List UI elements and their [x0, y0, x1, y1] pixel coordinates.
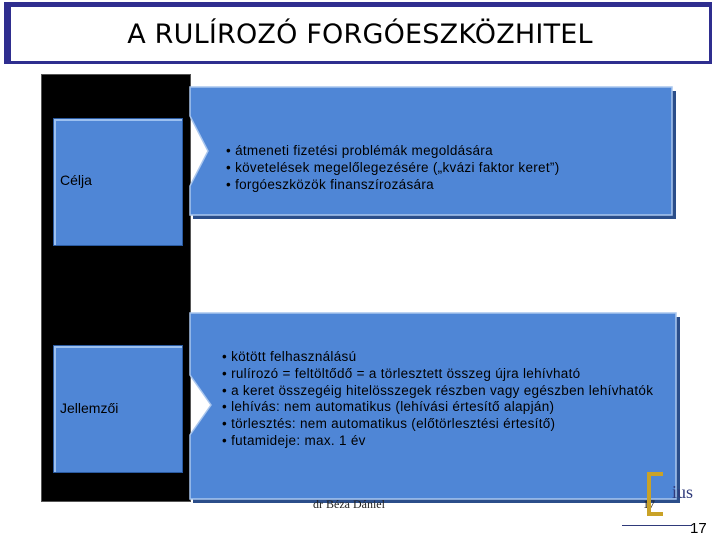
bullet-line: • rulírozó = feltöltődő = a törlesztett összeg újra lehívható: [222, 365, 581, 381]
bullet-line: • követelések megelőlegezésére („kvázi faktor keret”): [226, 159, 560, 175]
row-label: Célja: [60, 172, 92, 188]
title-frame: [2, 0, 714, 66]
page-number: 17: [690, 520, 707, 537]
content-text-jellemzoi: [222, 349, 670, 450]
row-label: Jellemzői: [60, 400, 119, 416]
label-box-celja: [53, 118, 183, 246]
bullet-line: • a keret összegéig hitelösszegek részben vagy egészben lehívhatók: [222, 382, 654, 398]
bullet-line: • törlesztés: nem automatikus (előtörlesztési értesítő): [222, 416, 556, 432]
bullet-line: • futamideje: max. 1 év: [222, 432, 366, 448]
label-box-jellemzoi: [53, 345, 183, 473]
bullet-line: • forgóeszközök finanszírozására: [226, 176, 434, 192]
logo-divider: [622, 525, 692, 526]
footer-author: dr Béza Dániel: [313, 497, 385, 511]
bullet-line: • kötött felhasználású: [222, 349, 357, 364]
page-title: A RULÍROZÓ FORGÓESZKÖZHITEL: [127, 19, 593, 50]
logo-text: ius: [672, 482, 694, 502]
title-box: [10, 6, 710, 62]
bullet-line: • lehívás: nem automatikus (lehívási értesítő alapján): [222, 399, 555, 415]
footer-slide-number: 17: [643, 497, 655, 511]
logo-bracket-icon: [645, 470, 667, 518]
content-text-celja: [226, 143, 676, 193]
bullet-line: • átmeneti fizetési problémák megoldására: [226, 143, 493, 158]
